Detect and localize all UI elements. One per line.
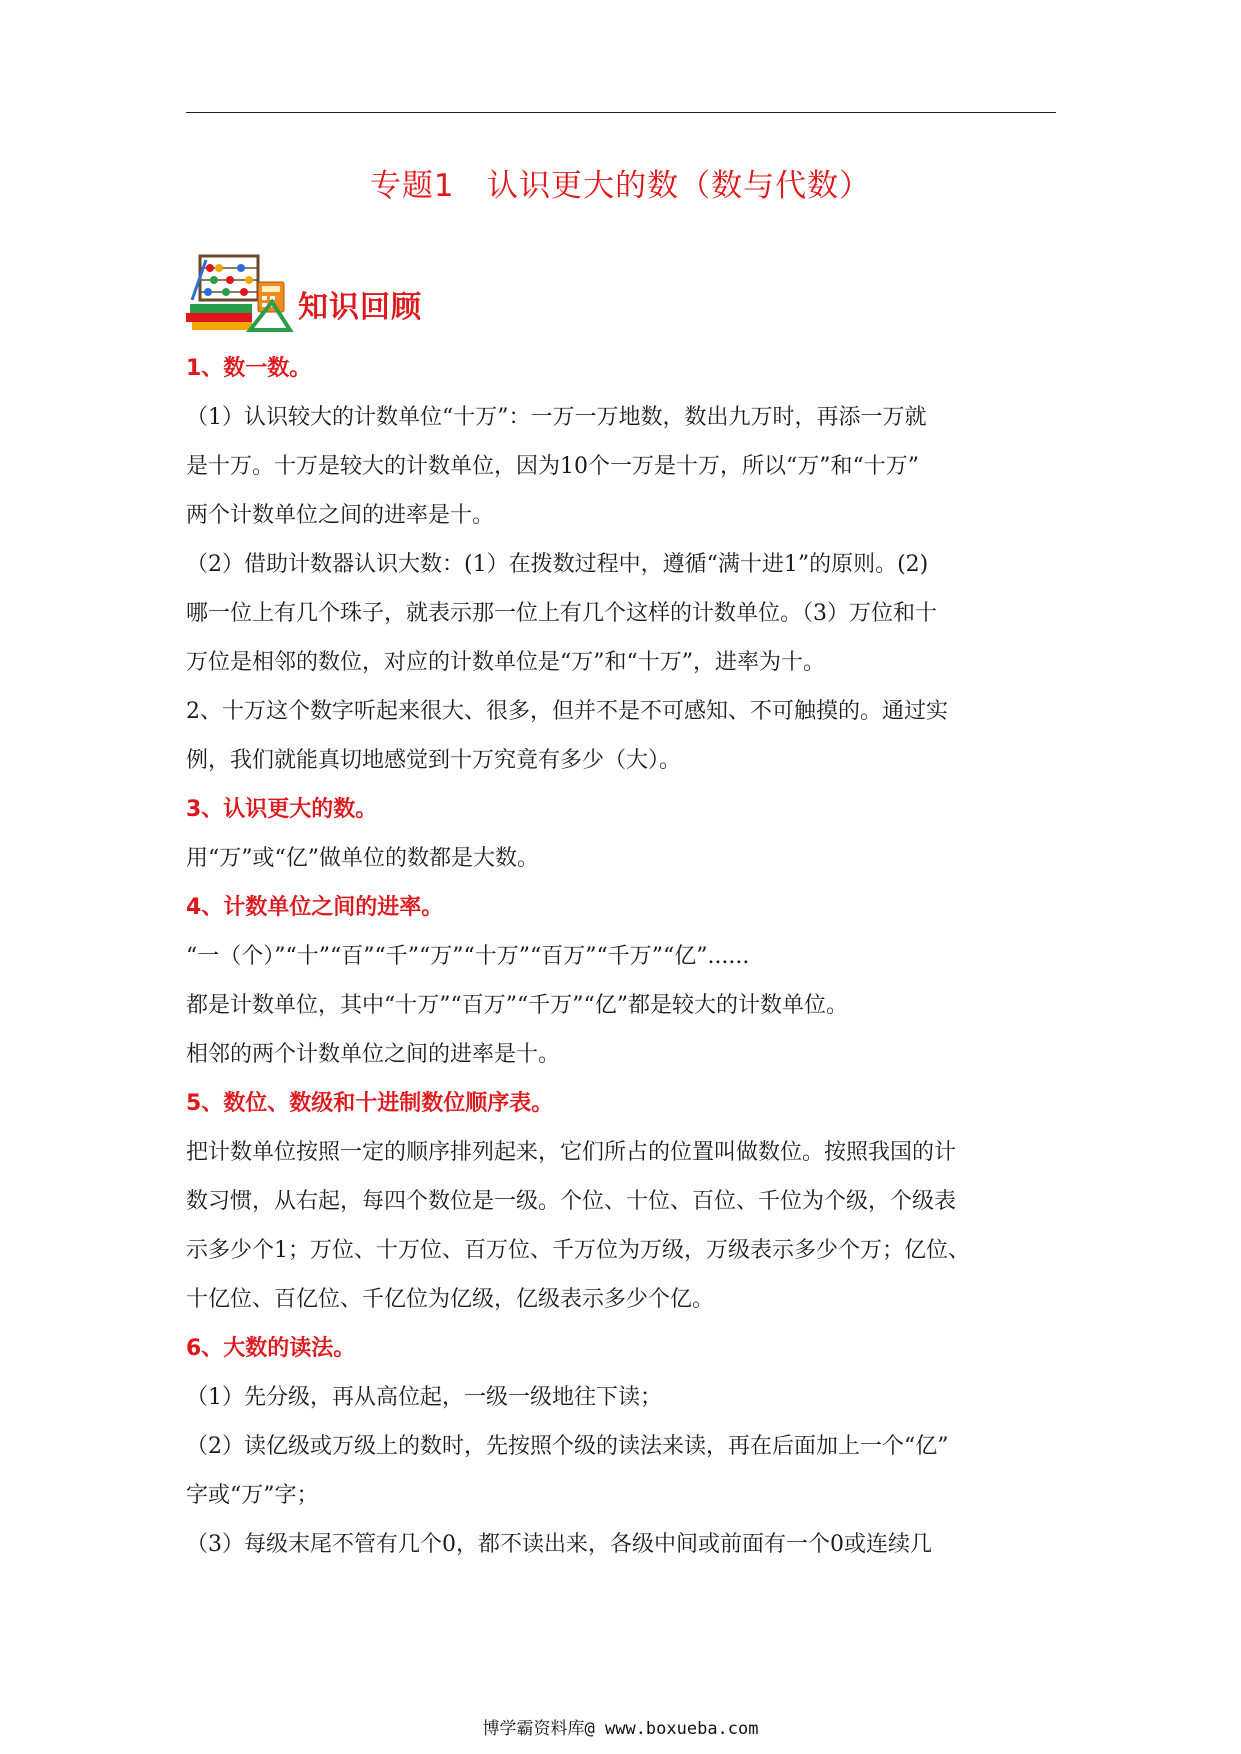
- footer-watermark: 博学霸资料库@ www.boxueba.com: [482, 1719, 759, 1739]
- text-line: （3）每级末尾不管有几个0，都不读出来，各级中间或前面有一个0或连续几: [186, 1532, 932, 1557]
- content-body: [186, 344, 1066, 1569]
- text-line: （1）先分级，再从高位起，一级一级地往下读；: [186, 1385, 662, 1410]
- text-line: 两个计数单位之间的进率是十。: [186, 503, 495, 528]
- text-line: （1）认识较大的计数单位“十万”：一万一万地数，数出九万时，再添一万就: [186, 405, 927, 430]
- heading-6: 6、大数的读法。: [186, 1336, 356, 1361]
- abacus-books-icon: [186, 252, 296, 334]
- page-title: 专题1 认识更大的数（数与代数）: [369, 168, 872, 204]
- text-line: 把计数单位按照一定的顺序排列起来，它们所占的位置叫做数位。按照我国的计: [186, 1140, 957, 1165]
- text-line: 2、十万这个数字听起来很大、很多，但并不是不可感知、不可触摸的。通过实: [186, 699, 948, 724]
- text-line: 数习惯，从右起，每四个数位是一级。个位、十位、百位、千位为个级，个级表: [186, 1189, 957, 1214]
- section-header: [186, 252, 586, 334]
- header-rule: [186, 112, 1056, 113]
- text-line: （2）读亿级或万级上的数时，先按照个级的读法来读，再在后面加上一个“亿”: [186, 1434, 949, 1459]
- heading-4: 4、计数单位之间的进率。: [186, 895, 444, 920]
- text-line: 用“万”或“亿”做单位的数都是大数。: [186, 846, 539, 871]
- section-title: 知识回顾: [298, 290, 422, 325]
- heading-3: 3、认识更大的数。: [186, 797, 378, 822]
- text-line: 相邻的两个计数单位之间的进率是十。: [186, 1042, 561, 1067]
- text-line: 是十万。十万是较大的计数单位，因为10个一万是十万，所以“万”和“十万”: [186, 454, 919, 479]
- text-line: （2）借助计数器认识大数：(1）在拨数过程中，遵循“满十进1”的原则。(2): [186, 552, 929, 577]
- text-line: 十亿位、百亿位、千亿位为亿级，亿级表示多少个亿。: [186, 1287, 715, 1312]
- text-line: 例，我们就能真切地感觉到十万究竟有多少（大）。: [186, 748, 682, 773]
- text-line: 示多少个1；万位、十万位、百万位、千万位为万级，万级表示多少个万；亿位、: [186, 1238, 970, 1263]
- heading-1: 1、数一数。: [186, 356, 312, 381]
- text-line: 哪一位上有几个珠子，就表示那一位上有几个这样的计数单位。（3）万位和十: [186, 601, 937, 626]
- text-line: 字或“万”字；: [186, 1483, 319, 1508]
- text-line: 万位是相邻的数位，对应的计数单位是“万”和“十万”，进率为十。: [186, 650, 825, 675]
- text-line: “一（个）”“十”“百”“千”“万”“十万”“百万”“千万”“亿”......: [186, 944, 750, 969]
- text-line: 都是计数单位，其中“十万”“百万”“千万”“亿”都是较大的计数单位。: [186, 993, 848, 1018]
- heading-5: 5、数位、数级和十进制数位顺序表。: [186, 1091, 554, 1116]
